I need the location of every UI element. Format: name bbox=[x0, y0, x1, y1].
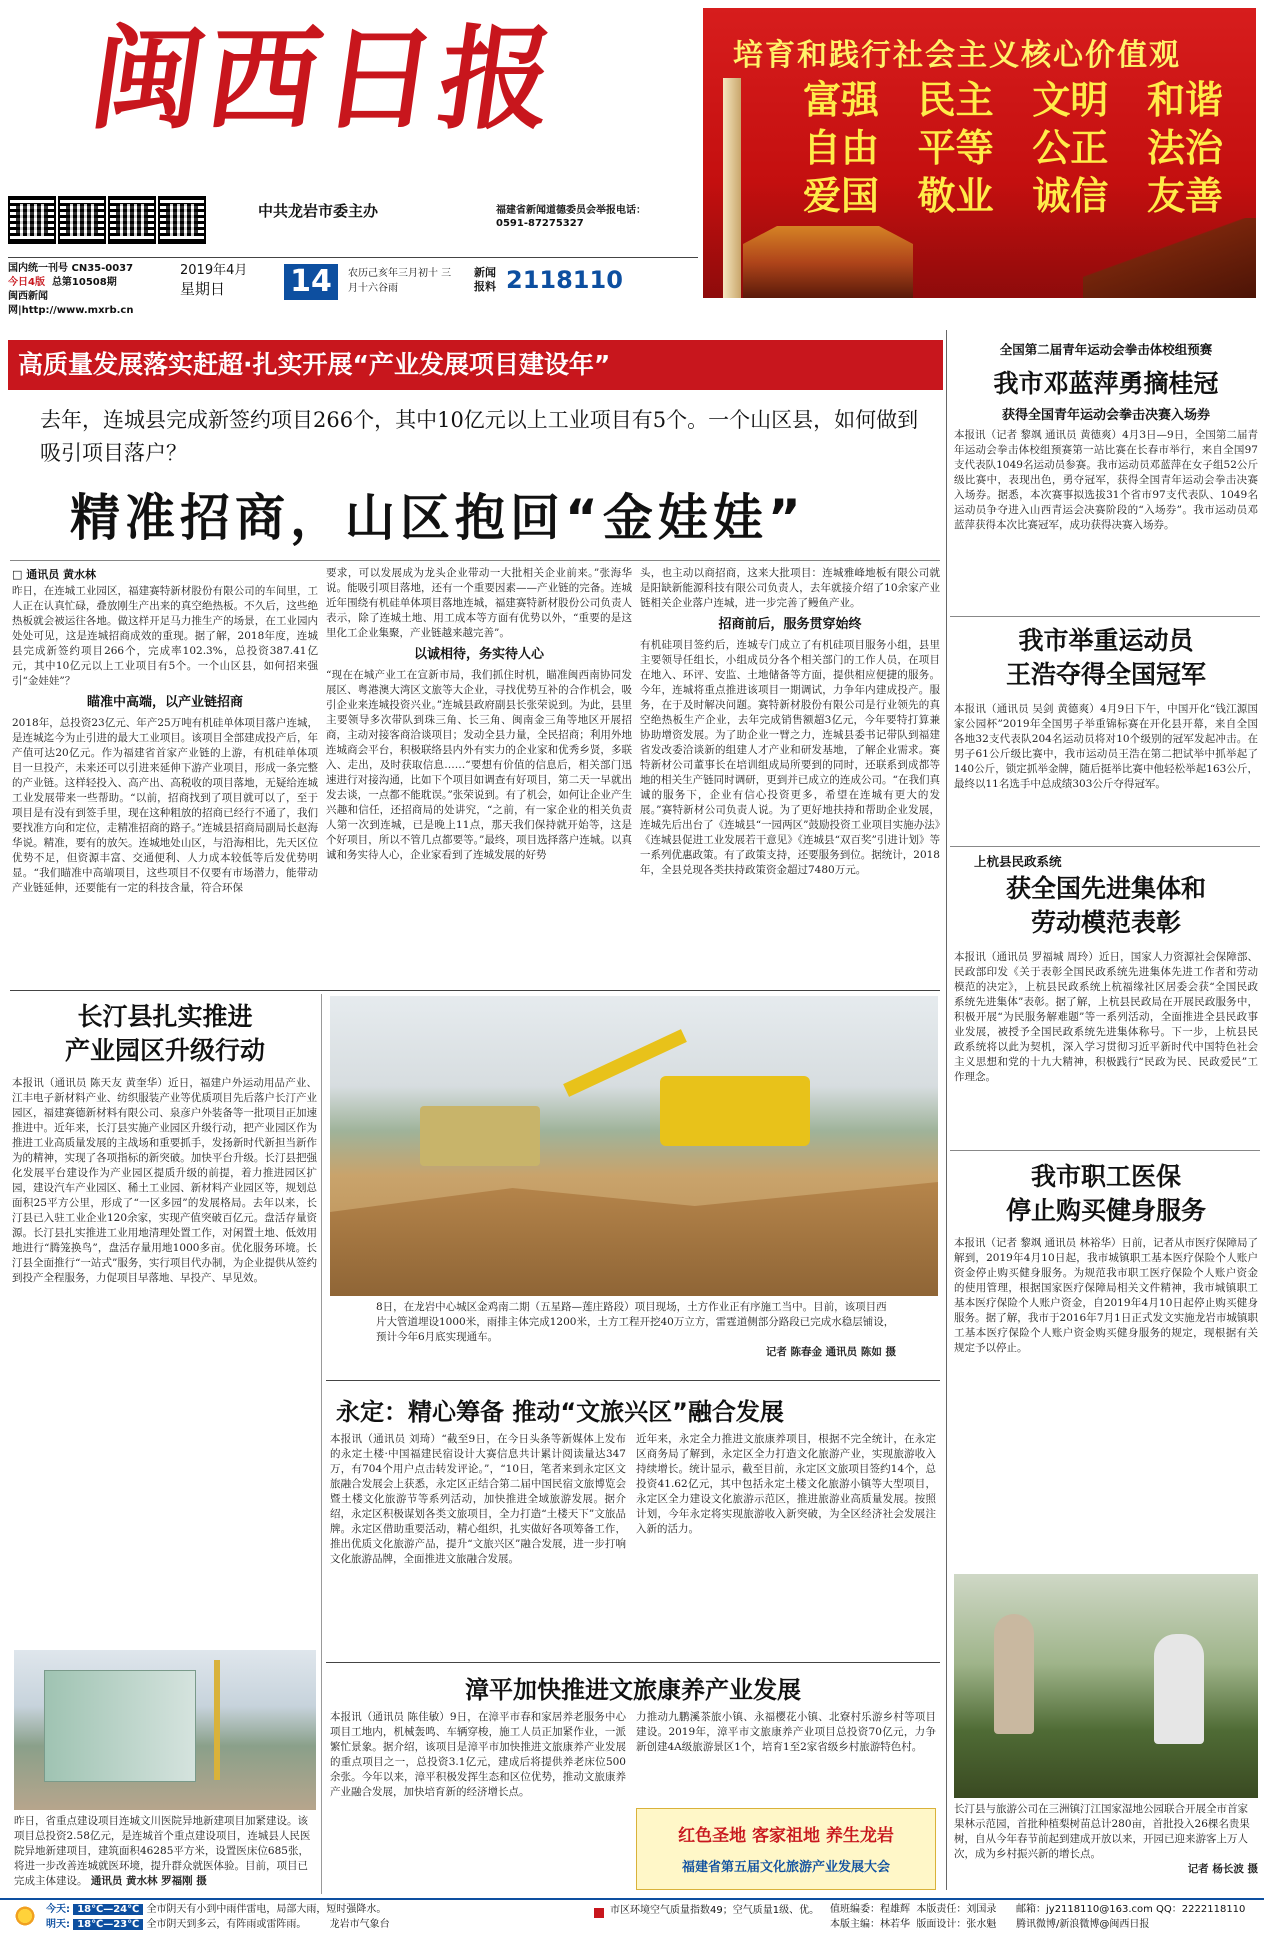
banner-title: 培育和践行社会主义核心价值观 bbox=[733, 38, 1181, 73]
weather-tomorrow-label: 明天: bbox=[46, 1919, 70, 1930]
value-justice: 公正 bbox=[1032, 126, 1109, 170]
yongding-column-2: 近年来，永定全力推进文旅康养项目，根据不完全统计，在永定区商务局了解到，永定区全力打造文化旅游产业，实现旅游收入持续增长。统计显示，截至目前，永定区文旅项目签约14个，总投资41.62亿元，其中包括永定土楼文化旅游小镇等大型项目，永定区全力建设文化旅游示范区，推进旅游业高质量发展。按照计划，今年永定将实现旅游收入新突破，为全区经济社会发展注入新的活力。 bbox=[636, 1433, 936, 1535]
weather-source: 龙岩市气象台 bbox=[329, 1919, 390, 1930]
contact-block bbox=[1016, 1902, 1260, 1932]
planting-photo-caption bbox=[954, 1802, 1258, 1894]
date-block bbox=[180, 262, 247, 298]
excavator-photo-credit: 记者 陈春金 通讯员 陈如 摄 bbox=[765, 1346, 896, 1358]
excavator-photo-caption bbox=[376, 1300, 896, 1362]
value-civility: 文明 bbox=[1032, 78, 1109, 122]
sponsor-text: 中共龙岩市委主办 bbox=[258, 202, 379, 220]
zhangping-title: 漳平加快推进文旅康养产业发展 bbox=[465, 1676, 801, 1704]
changting-title: 长汀县扎实推进 产业园区升级行动 bbox=[64, 1002, 265, 1065]
tiananmen-decoration bbox=[743, 208, 913, 298]
lead-col1b-text: 2018年，总投资23亿元、年产25万吨有机硅单体项目落户连城，是连城迄今为止引进的最大工业项目。该项目全部建成投产后，年产值可达20亿元。作为福建省首家产业链的上游，有机硅单体项目一旦投产，未来还可以引进来延伸下游产业项目，形成一条完整的产业链。这样轻投入、高产出、高税收的项目落地，无疑给连城工业发展带来一些帮助。“以前，招商找到了项目就可以了，至于项目是有没有到签手里，现在这种粗放的招商已经行不通了，我们要找准方向和定位，走精准招商的路子。”连城县招商局副局长赵海华说。精准，要有的放矢。连城地处山区，与沿海相比，先天区位优势不足，但资源丰富、交通便利、人力成本较低等后发优势明显。“我们瞄准中高端项目，这些项目不仅要有市场潜力，能带动产业链延伸，还要能有一定的科技含量，符合环保 bbox=[12, 717, 318, 894]
weekday: 星期日 bbox=[180, 280, 226, 298]
hospital-construction-photo bbox=[14, 1650, 316, 1810]
page-chief-editor: 本版主编：林若华 bbox=[830, 1919, 910, 1930]
layout-designer: 版面设计：张水魁 bbox=[916, 1919, 997, 1930]
lead-col1-text: 昨日，在连城工业园区，福建赛特新材股份有限公司的车间里，工人正在认真忙碌，叠放刚生产出来的真空绝热板。不久后，这些绝热板就会被运往各地。做这样开足马力推生产的场景，在工业园内处处可见，这是连城招商成效的重现。据了解，2018年度，连城县完成新签约项目266个，完成率102.3%，总投资387.41亿元，其中10亿元以上工业项目有5个。一个山区县，如何招来强引“金娃娃”？ bbox=[12, 585, 318, 687]
weather-today-temp: 18℃—24℃ bbox=[73, 1904, 143, 1915]
page-editor-responsible: 本版责任：刘国录 bbox=[916, 1904, 997, 1915]
value-patriotism: 爱国 bbox=[803, 174, 880, 218]
air-quality-text: 市区环境空气质量指数49；空气质量1级、优。 bbox=[610, 1905, 820, 1916]
lead-col3b-text: 有机硅项目签约后，连城专门成立了有机硅项目服务小组，县里主要领导任组长，小组成员分各个相关部门的工作人员，在项目在地入、环评、安监、土地储备等方面，提供相应便捷的服务。今年，连城将重点推进该项目一期调试，力争年内建成投产。服务，在于及时解决问题。赛特新材股份有限公司是行业领先的真空绝热板生产企业，去年完成销售额超3亿元，今年要特打算兼协助增资发展。为了助企业一臂之力，连城县委书记带队到福建省发改委洽谈新的组建人才产业和研发基地，了解企业需求。赛特新材公司董事长在培训组成局所要到的同时，还联系到成都等地的相关生产链同时调研，更到并已成立的连成公司。“在我们真诚的服务下，企业有信心投资更多，希望在连城有更大的发展。”赛特新材公司负责人说。为了更好地扶持和帮助企业发展，连城先后出台了《连城县“一园两区”鼓励投资工业项目实施办法》《连城县促进工业发展若干意见》《连城县“双百奖”引进计划》等一系列优惠政策。有了政策支持，还要服务到位。据统计，2018年，全县兑现各类扶持政策资金超过7480万元。 bbox=[640, 639, 940, 876]
hotline-label: 新闻报料 bbox=[474, 266, 496, 293]
contact-weibo[interactable]: 腾讯微博/新浪微博@闽西日报 bbox=[1016, 1919, 1150, 1930]
lead-subhead-1: 瞄准中高端，以产业链招商 bbox=[86, 695, 243, 710]
person-shape-2 bbox=[1154, 1634, 1204, 1744]
website[interactable]: 闽西新闻网|http://www.mxrb.cn bbox=[8, 291, 134, 316]
weather-today-desc: 全市阴天有小到中雨伴雷电，局部大雨，短时强降水。 bbox=[146, 1904, 387, 1915]
weightlifting-title: 我市举重运动员 王浩夺得全国冠军 bbox=[1005, 626, 1206, 689]
lead-column-3 bbox=[640, 566, 940, 984]
issn-line bbox=[8, 262, 173, 318]
lead-kicker-text: 高质量发展落实赶超·扎实开展“产业发展项目建设年” bbox=[18, 350, 611, 379]
hotline-number[interactable]: 2118110 bbox=[506, 266, 623, 294]
lead-subhead-2: 以诚相待，务实待人心 bbox=[413, 647, 544, 662]
boxing-body: 本报讯（记者 黎飒 通讯员 黄德爽）4月3日—9日，全国第二届青年运动会拳击体校组预赛第一站比赛在长春市举行，来自全国97支代表队1049名运动员参赛。我市运动员邓蓝萍在女子组52公斤级比赛中，表现出色，勇夺冠军，获得全国青年运动会拳击决赛入场券。据悉，本次赛事拟选拔31个省市97支代表队、1049名运动员争夺进入山西青运会决赛阶段的“入场券”。我市运动员邓蓝萍获得本次比赛冠军，成功获得决赛入场券。 bbox=[954, 429, 1258, 531]
issn: 国内统一刊号 CN35-0037 bbox=[8, 263, 134, 274]
boxing-subtitle: 获得全国青年运动会拳击决赛入场券 bbox=[1001, 408, 1210, 423]
planting-caption-text: 长汀县与旅游公司在三洲镇汀江国家湿地公园联合开展全市首家果林示范园，首批种植梨树苗总计280亩，首批投入26棵名贵果树，自从今年春节前起到建成开放以来，开园已迎来游客上万人次，成为乡村振兴新的增长点。 bbox=[954, 1803, 1250, 1860]
day-number: 14 bbox=[284, 264, 338, 300]
lead-byline: □ 通讯员 黄水林 bbox=[12, 568, 97, 581]
core-values-banner bbox=[703, 8, 1256, 298]
editor-credits bbox=[830, 1902, 1010, 1932]
civil-affairs-kicker: 上杭县民政系统 bbox=[974, 854, 1062, 869]
great-wall-decoration bbox=[1083, 218, 1256, 298]
lead-column-1 bbox=[12, 584, 318, 984]
planting-photo-credit: 记者 杨长波 摄 bbox=[1187, 1863, 1258, 1875]
lunar-date: 农历己亥年三月初十 三月十六谷雨 bbox=[348, 268, 452, 294]
value-integrity: 诚信 bbox=[1032, 174, 1109, 218]
complaint-notice: 福建省新闻道德委员会举报电话：0591-87275327 bbox=[496, 205, 646, 229]
lead-col2-text: 要求，可以发展成为龙头企业带动一大批相关企业前来。”张海华说。能吸引项目落地，还有一个重要因素——产业链的完备。连城近年围绕有机硅单体项目落地连城，福建赛特新材股份公司负责人表示，除了连城土地、用工成本等方面有优势以外，“重要的是这里化工企业集聚，产业链越来越完善”。 bbox=[326, 567, 632, 639]
qr-code-1 bbox=[8, 196, 56, 244]
hospital-photo-credit: 通讯员 黄水林 罗福刚 摄 bbox=[90, 1875, 207, 1887]
tourism-ad-subtitle: 福建省第五届文化旅游产业发展大会 bbox=[681, 1860, 890, 1875]
building-shape bbox=[44, 1670, 196, 1782]
value-democracy: 民主 bbox=[917, 78, 994, 122]
weather-tomorrow-desc: 全市阴天到多云，有阵雨或雷阵雨。 bbox=[146, 1919, 307, 1930]
boxing-kicker: 全国第二届青年运动会拳击体校组预赛 bbox=[999, 342, 1213, 357]
lead-column-2 bbox=[326, 566, 632, 984]
lead-kicker bbox=[8, 340, 943, 390]
lead-col2b-text: “现在在城产业工在宣新市局，我们抓住时机，瞄准闽西南协同发展区、粤港澳大湾区文旅等大企业，寻找优势互补的合作机会，吸引企业来连城投资兴业。”连城县政府副县长张荣说到。为此，县里主要领导多次带队到珠三角、长三角、闽南金三角等地区开展招商，主动对接客商洽谈项目；发动全县力量，全民招商；利用外地连城商会平台，积极联络县内外有实力的企业家和优秀乡贤，多联入、走出，及时获取信息……“要想有价值的信息后，相关部门迅速进行对接沟通，比如下个项目如调查有好项目，第二天一早就出发去谈，一点都不能耽误。”张荣说到。有了机会，如何让企业产生兴趣和信任，还招商局的处讲究，“之前，有一家企业的相关负责人第一次到连城，已是晚上11点，那天我们保持就开始等，这是个好项目，所以不管几点都要等。”最终，项目选择落户连城。以真诚和务实待人心，企业家看到了连城发展的好势 bbox=[326, 669, 632, 861]
contact-qq[interactable]: QQ：2222118110 bbox=[1156, 1904, 1246, 1915]
qr-code-4 bbox=[158, 196, 206, 244]
lead-headline: 精准招商，山区抱回“金娃娃” bbox=[70, 489, 806, 547]
lead-intro: 去年，连城县完成新签约项目266个，其中10亿元以上工业项目有5个。一个山区县，如何做到吸引项目落户？ bbox=[40, 408, 919, 465]
dirt-pile bbox=[330, 1176, 938, 1296]
qr-code-3 bbox=[108, 196, 156, 244]
footer-bar bbox=[0, 1898, 1264, 1935]
zhangping-column-1: 本报讯（通讯员 陈佳敏）9日，在漳平市春和家居养老服务中心项目工地内，机械轰鸣、车辆穿梭，施工人员正加紧作业，一派繁忙景象。据介绍，该项目是漳平市加快推进文旅康养产业发展的重点项目之一，总投资3.1亿元，建成后将提供养老床位500余张。今年以来，漳平积极发挥生态和区位优势，推动文旅康养产业融合发展，加快培育新的经济增长点。 bbox=[330, 1711, 626, 1798]
value-rule-of-law: 法治 bbox=[1146, 126, 1223, 170]
excavator-caption-text: 8日，在龙岩中心城区金鸡南二期（五星路—莲庄路段）项目现场，土方作业正有序施工当中。目前，该项目西片大管道埋设1000米，雨排主体完成1200米，土方工程开挖40万立方，雷霆道侧部分路段已完成水稳层铺设，预计今年6月底实现通车。 bbox=[376, 1301, 895, 1343]
values-row-1 bbox=[803, 76, 1223, 124]
lead-col3-text: 头，也主动以商招商，这来大批项目：连城雅峰地板有限公司就是阳缺新能源科技有限公司负责人，去年就接介绍了10余家产业链相关企业落户连城，进一步完善了鳗鱼产业。 bbox=[640, 567, 940, 609]
planting-photo bbox=[954, 1574, 1258, 1798]
value-prosperity: 富强 bbox=[803, 78, 880, 122]
duty-editor: 值班编委：程雄辉 bbox=[830, 1904, 910, 1915]
masthead bbox=[0, 0, 700, 316]
civil-affairs-body: 本报讯（通讯员 罗福城 周玲）近日，国家人力资源社会保障部、民政部印发《关于表彰全国民政系统先进集体先进工作者和劳动模范的决定》，上杭县民政系统上杭福缘社区居委会获“全国民政系统先进集体”表彰。据了解，上杭县民政局在开展民政服务中，积极开展“为民服务解难题”等一系列活动，全面推进全县民政事业发展，被授予全国民政系统先进集体称号。下一步，上杭县民政系统将以此为契机，深入学习贯彻习近平新时代中国特色社会主义思想和党的十九大精神，积极践行“民政为民、民政爱民”工作理念。 bbox=[954, 951, 1258, 1083]
value-freedom: 自由 bbox=[803, 126, 880, 170]
value-dedication: 敬业 bbox=[917, 174, 994, 218]
weather-tomorrow-temp: 18℃—23℃ bbox=[73, 1919, 143, 1930]
tourism-ad-box bbox=[636, 1808, 936, 1890]
newspaper-title: 闽西日报 bbox=[82, 14, 566, 145]
boxing-title: 我市邓蓝萍勇摘桂冠 bbox=[993, 369, 1219, 398]
zhangping-column-2: 力推动九鹏溪茶旅小镇、永福樱花小镇、北寮村乐游乡村等项目建设。2019年，漳平市文旅康养产业项目总投资70亿元，力争新创建4A级旅游景区1个，培育1至2家省级乡村旅游特色村。 bbox=[636, 1711, 936, 1753]
person-shape-1 bbox=[994, 1614, 1034, 1734]
hospital-photo-caption bbox=[14, 1814, 316, 1894]
medical-insurance-body: 本报讯（记者 黎飒 通讯员 林裕华）日前，记者从市医疗保障局了解到，2019年4月10日起，我市城镇职工基本医疗保险个人账户资金停止购买健身服务。为规范我市职工医疗保险个人账户资金的使用管理，根据国家医疗保障局相关文件精神，我市城镇职工基本医疗保险个人账户资金，自2019年4月10日起停止购买健身服务。据了解，我市于2016年7月1日正式发文实施龙岩市城镇职工基本医疗保险个人账户资金购买健身服务的规定，现根据有关规定予以停止。 bbox=[954, 1237, 1258, 1354]
qr-code-2 bbox=[58, 196, 106, 244]
values-row-2 bbox=[803, 124, 1223, 172]
medical-insurance-title: 我市职工医保 停止购买健身服务 bbox=[1005, 1162, 1206, 1225]
values-row-3 bbox=[803, 172, 1223, 220]
excavator-shape bbox=[660, 1076, 810, 1146]
excavator-photo bbox=[330, 996, 938, 1296]
edition-count: 今日4版 bbox=[8, 277, 45, 288]
weather-block bbox=[46, 1902, 586, 1932]
huabiao-pillar bbox=[723, 78, 741, 298]
yongding-column-1: 本报讯（通讯员 刘琦）“截至9日，在今日头条等新媒体上发布的永定土楼·中国福建民宿设计大赛信息共计累计阅读量达347万，有704个用户点击转发评论。”，“10日，笔者来到永定区文旅融合发展会上获悉，永定区正结合第二届中国民宿文旅博览会暨土楼文化旅游节等系列活动，加快推进全域旅游发展。据介绍，永定区积极谋划各类文旅项目，全力打造“土楼天下”文旅品牌。永定区借助重要活动，精心组织，扎实做好各项筹备工作，推出优质文化旅游产品，提升“文旅兴区”融合发展，进一步打响文化旅游品牌，全面推进文旅融合发展。 bbox=[330, 1433, 626, 1565]
weather-sun-icon bbox=[14, 1905, 36, 1927]
issue-number: 总第10508期 bbox=[51, 277, 117, 288]
changting-body: 本报讯（通讯员 陈天友 黄奎华）近日，福建户外运动用品产业、江丰电子新材料产业、纺织服装产业等优质项目先后落户长汀产业园区，福建赛德新材料有限公司、泉彦户外装备等一批项目正加速推进中。近年来，长汀县实施产业园区升级行动，把产业园区作为推进工业高质量发展的主战场和重要抓手，发扬新时代新担当新作为的精神，实现了各项指标的新突破。加快平台升级。长汀县把强化发展平台建设作为产业园区提质升级的前提，着力推进园区扩园，建设汽车产业园区、稀土工业园、新材料产业园区等，规划总面积25平方公里，形成了“一区多园”的发展格局。去年以来，长汀县已入驻工业企业120余家，实现产值突破百亿元。盘活存量资源。长汀县扎实推进工业用地清理处置工作，对闲置土地、低效用地进行“腾笼换鸟”，盘活存量用地1000多亩。优化服务环境。长汀县全面推行“一站式”服务，实行项目代办制，为企业提供从签约到投产全程服务，力促项目早落地、早投产、早见效。 bbox=[12, 1077, 317, 1284]
values-grid bbox=[803, 76, 1223, 220]
value-equality: 平等 bbox=[917, 126, 994, 170]
contact-email[interactable]: 邮箱：jy2118110@163.com bbox=[1016, 1904, 1153, 1915]
tourism-ad-slogan: 红色圣地 客家祖地 养生龙岩 bbox=[678, 1826, 894, 1846]
weather-today-label: 今天: bbox=[46, 1904, 70, 1915]
date-month: 2019年4月 bbox=[180, 263, 248, 278]
value-friendship: 友善 bbox=[1146, 174, 1223, 218]
hospital-caption-text: 昨日，省重点建设项目连城文川医院异地新建项目加紧建设。该项目总投资2.58亿元，是连城首个重点建设项目，连城县人民医院异地新建项目，建筑面积46285平方米，设置医床位685张，将进一步改善连城就医环境，提升群众就医体验。目前，项目已完成主体建设。 bbox=[14, 1815, 311, 1887]
lead-subhead-3: 招商前后，服务贯穿始终 bbox=[718, 617, 862, 632]
value-harmony: 和谐 bbox=[1146, 78, 1223, 122]
truck-shape bbox=[420, 1106, 540, 1166]
yongding-title: 永定：精心筹备 推动“文旅兴区”融合发展 bbox=[336, 1398, 784, 1426]
air-quality-icon bbox=[594, 1908, 604, 1918]
crane-shape bbox=[214, 1660, 220, 1780]
weightlifting-body: 本报讯（通讯员 吴剑 黄德爽）4月9日下午，中国开化“钱江源国家公园杯”2019年全国男子举重锦标赛在开化县开幕，来自全国各地32支代表队204名运动员将对10个级别的冠军发起冲击。在男子61公斤级比赛中，我市运动员王浩在第二把试举中抓举起了140公斤，锁定抓举金牌，随后挺举比赛中他轻松举起163公斤，最终以11名选手中总成绩303公斤夺得冠军。 bbox=[954, 703, 1258, 790]
civil-affairs-title: 获全国先进集体和 劳动模范表彰 bbox=[1005, 874, 1206, 937]
